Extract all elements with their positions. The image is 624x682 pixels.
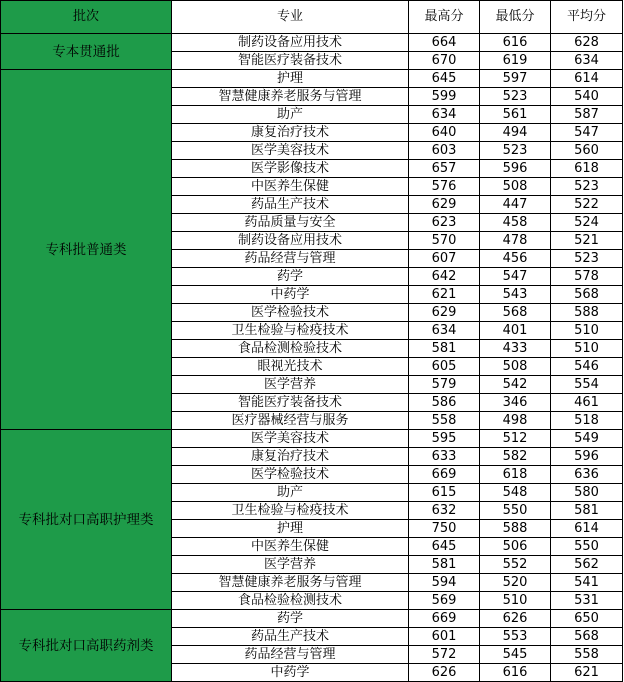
max-score-cell: 576 bbox=[409, 178, 480, 196]
major-cell: 中药学 bbox=[172, 286, 409, 304]
avg-score-cell: 547 bbox=[551, 124, 623, 142]
major-cell: 药品生产技术 bbox=[172, 628, 409, 646]
min-score-cell: 568 bbox=[480, 304, 551, 322]
min-score-cell: 456 bbox=[480, 250, 551, 268]
avg-score-cell: 614 bbox=[551, 520, 623, 538]
avg-score-cell: 540 bbox=[551, 88, 623, 106]
major-cell: 医学营养 bbox=[172, 556, 409, 574]
max-score-cell: 634 bbox=[409, 322, 480, 340]
min-score-cell: 542 bbox=[480, 376, 551, 394]
table-row bbox=[1, 34, 623, 52]
avg-score-cell: 546 bbox=[551, 358, 623, 376]
max-score-cell: 629 bbox=[409, 304, 480, 322]
major-cell: 康复治疗技术 bbox=[172, 448, 409, 466]
min-score-cell: 433 bbox=[480, 340, 551, 358]
avg-score-cell: 524 bbox=[551, 214, 623, 232]
max-score-cell: 670 bbox=[409, 52, 480, 70]
major-cell: 卫生检验与检疫技术 bbox=[172, 502, 409, 520]
min-score-cell: 520 bbox=[480, 574, 551, 592]
max-score-cell: 605 bbox=[409, 358, 480, 376]
max-score-cell: 645 bbox=[409, 70, 480, 88]
max-score-cell: 615 bbox=[409, 484, 480, 502]
avg-score-cell: 614 bbox=[551, 70, 623, 88]
header-major: 专业 bbox=[172, 1, 409, 34]
table-body bbox=[1, 34, 623, 682]
max-score-cell: 595 bbox=[409, 430, 480, 448]
avg-score-cell: 628 bbox=[551, 34, 623, 52]
min-score-cell: 550 bbox=[480, 502, 551, 520]
avg-score-cell: 523 bbox=[551, 178, 623, 196]
table-row bbox=[1, 430, 623, 448]
min-score-cell: 401 bbox=[480, 322, 551, 340]
avg-score-cell: 510 bbox=[551, 340, 623, 358]
max-score-cell: 599 bbox=[409, 88, 480, 106]
max-score-cell: 607 bbox=[409, 250, 480, 268]
header-row bbox=[1, 1, 623, 34]
max-score-cell: 669 bbox=[409, 466, 480, 484]
min-score-cell: 561 bbox=[480, 106, 551, 124]
max-score-cell: 572 bbox=[409, 646, 480, 664]
major-cell: 康复治疗技术 bbox=[172, 124, 409, 142]
batch-group-cell: 专科批对口高职药剂类 bbox=[1, 610, 172, 682]
max-score-cell: 634 bbox=[409, 106, 480, 124]
header-batch: 批次 bbox=[1, 1, 172, 34]
min-score-cell: 552 bbox=[480, 556, 551, 574]
major-cell: 药品经营与管理 bbox=[172, 646, 409, 664]
max-score-cell: 581 bbox=[409, 340, 480, 358]
major-cell: 药学 bbox=[172, 610, 409, 628]
avg-score-cell: 549 bbox=[551, 430, 623, 448]
max-score-cell: 558 bbox=[409, 412, 480, 430]
avg-score-cell: 634 bbox=[551, 52, 623, 70]
min-score-cell: 619 bbox=[480, 52, 551, 70]
min-score-cell: 548 bbox=[480, 484, 551, 502]
major-cell: 制药设备应用技术 bbox=[172, 34, 409, 52]
max-score-cell: 586 bbox=[409, 394, 480, 412]
max-score-cell: 640 bbox=[409, 124, 480, 142]
avg-score-cell: 518 bbox=[551, 412, 623, 430]
major-cell: 智慧健康养老服务与管理 bbox=[172, 574, 409, 592]
max-score-cell: 632 bbox=[409, 502, 480, 520]
major-cell: 药品质量与安全 bbox=[172, 214, 409, 232]
max-score-cell: 750 bbox=[409, 520, 480, 538]
major-cell: 食品检测检验技术 bbox=[172, 340, 409, 358]
avg-score-cell: 588 bbox=[551, 304, 623, 322]
min-score-cell: 545 bbox=[480, 646, 551, 664]
avg-score-cell: 541 bbox=[551, 574, 623, 592]
avg-score-cell: 581 bbox=[551, 502, 623, 520]
batch-group-cell: 专本贯通批 bbox=[1, 34, 172, 70]
major-cell: 药学 bbox=[172, 268, 409, 286]
max-score-cell: 669 bbox=[409, 610, 480, 628]
major-cell: 助产 bbox=[172, 484, 409, 502]
major-cell: 医学影像技术 bbox=[172, 160, 409, 178]
avg-score-cell: 510 bbox=[551, 322, 623, 340]
avg-score-cell: 550 bbox=[551, 538, 623, 556]
avg-score-cell: 461 bbox=[551, 394, 623, 412]
min-score-cell: 582 bbox=[480, 448, 551, 466]
min-score-cell: 508 bbox=[480, 358, 551, 376]
max-score-cell: 657 bbox=[409, 160, 480, 178]
batch-group-cell: 专科批对口高职护理类 bbox=[1, 430, 172, 610]
table-row bbox=[1, 70, 623, 88]
avg-score-cell: 558 bbox=[551, 646, 623, 664]
min-score-cell: 626 bbox=[480, 610, 551, 628]
min-score-cell: 523 bbox=[480, 88, 551, 106]
min-score-cell: 478 bbox=[480, 232, 551, 250]
major-cell: 制药设备应用技术 bbox=[172, 232, 409, 250]
max-score-cell: 581 bbox=[409, 556, 480, 574]
max-score-cell: 664 bbox=[409, 34, 480, 52]
major-cell: 护理 bbox=[172, 70, 409, 88]
major-cell: 中药学 bbox=[172, 664, 409, 682]
major-cell: 智能医疗装备技术 bbox=[172, 394, 409, 412]
min-score-cell: 547 bbox=[480, 268, 551, 286]
avg-score-cell: 523 bbox=[551, 250, 623, 268]
max-score-cell: 626 bbox=[409, 664, 480, 682]
avg-score-cell: 578 bbox=[551, 268, 623, 286]
min-score-cell: 506 bbox=[480, 538, 551, 556]
min-score-cell: 588 bbox=[480, 520, 551, 538]
min-score-cell: 616 bbox=[480, 34, 551, 52]
major-cell: 卫生检验与检疫技术 bbox=[172, 322, 409, 340]
major-cell: 医学检验技术 bbox=[172, 466, 409, 484]
min-score-cell: 346 bbox=[480, 394, 551, 412]
table-row bbox=[1, 610, 623, 628]
major-cell: 智慧健康养老服务与管理 bbox=[172, 88, 409, 106]
header-avg-score: 平均分 bbox=[551, 1, 623, 34]
max-score-cell: 570 bbox=[409, 232, 480, 250]
min-score-cell: 498 bbox=[480, 412, 551, 430]
avg-score-cell: 636 bbox=[551, 466, 623, 484]
min-score-cell: 543 bbox=[480, 286, 551, 304]
avg-score-cell: 521 bbox=[551, 232, 623, 250]
max-score-cell: 594 bbox=[409, 574, 480, 592]
min-score-cell: 596 bbox=[480, 160, 551, 178]
min-score-cell: 447 bbox=[480, 196, 551, 214]
major-cell: 医学美容技术 bbox=[172, 430, 409, 448]
max-score-cell: 601 bbox=[409, 628, 480, 646]
avg-score-cell: 568 bbox=[551, 628, 623, 646]
max-score-cell: 621 bbox=[409, 286, 480, 304]
min-score-cell: 523 bbox=[480, 142, 551, 160]
avg-score-cell: 562 bbox=[551, 556, 623, 574]
major-cell: 医学营养 bbox=[172, 376, 409, 394]
major-cell: 智能医疗装备技术 bbox=[172, 52, 409, 70]
major-cell: 药品生产技术 bbox=[172, 196, 409, 214]
max-score-cell: 569 bbox=[409, 592, 480, 610]
major-cell: 食品检验检测技术 bbox=[172, 592, 409, 610]
max-score-cell: 579 bbox=[409, 376, 480, 394]
max-score-cell: 645 bbox=[409, 538, 480, 556]
avg-score-cell: 522 bbox=[551, 196, 623, 214]
header-min-score: 最低分 bbox=[480, 1, 551, 34]
min-score-cell: 553 bbox=[480, 628, 551, 646]
major-cell: 医学美容技术 bbox=[172, 142, 409, 160]
avg-score-cell: 650 bbox=[551, 610, 623, 628]
min-score-cell: 508 bbox=[480, 178, 551, 196]
avg-score-cell: 580 bbox=[551, 484, 623, 502]
min-score-cell: 597 bbox=[480, 70, 551, 88]
max-score-cell: 603 bbox=[409, 142, 480, 160]
avg-score-cell: 587 bbox=[551, 106, 623, 124]
major-cell: 助产 bbox=[172, 106, 409, 124]
max-score-cell: 633 bbox=[409, 448, 480, 466]
major-cell: 眼视光技术 bbox=[172, 358, 409, 376]
avg-score-cell: 618 bbox=[551, 160, 623, 178]
max-score-cell: 623 bbox=[409, 214, 480, 232]
max-score-cell: 642 bbox=[409, 268, 480, 286]
major-cell: 医疗器械经营与服务 bbox=[172, 412, 409, 430]
avg-score-cell: 621 bbox=[551, 664, 623, 682]
major-cell: 护理 bbox=[172, 520, 409, 538]
major-cell: 药品经营与管理 bbox=[172, 250, 409, 268]
major-cell: 医学检验技术 bbox=[172, 304, 409, 322]
major-cell: 中医养生保健 bbox=[172, 538, 409, 556]
header-max-score: 最高分 bbox=[409, 1, 480, 34]
avg-score-cell: 568 bbox=[551, 286, 623, 304]
min-score-cell: 510 bbox=[480, 592, 551, 610]
min-score-cell: 494 bbox=[480, 124, 551, 142]
major-cell: 中医养生保健 bbox=[172, 178, 409, 196]
batch-group-cell: 专科批普通类 bbox=[1, 70, 172, 430]
max-score-cell: 629 bbox=[409, 196, 480, 214]
min-score-cell: 512 bbox=[480, 430, 551, 448]
avg-score-cell: 554 bbox=[551, 376, 623, 394]
min-score-cell: 618 bbox=[480, 466, 551, 484]
avg-score-cell: 531 bbox=[551, 592, 623, 610]
avg-score-cell: 560 bbox=[551, 142, 623, 160]
min-score-cell: 616 bbox=[480, 664, 551, 682]
min-score-cell: 458 bbox=[480, 214, 551, 232]
avg-score-cell: 596 bbox=[551, 448, 623, 466]
